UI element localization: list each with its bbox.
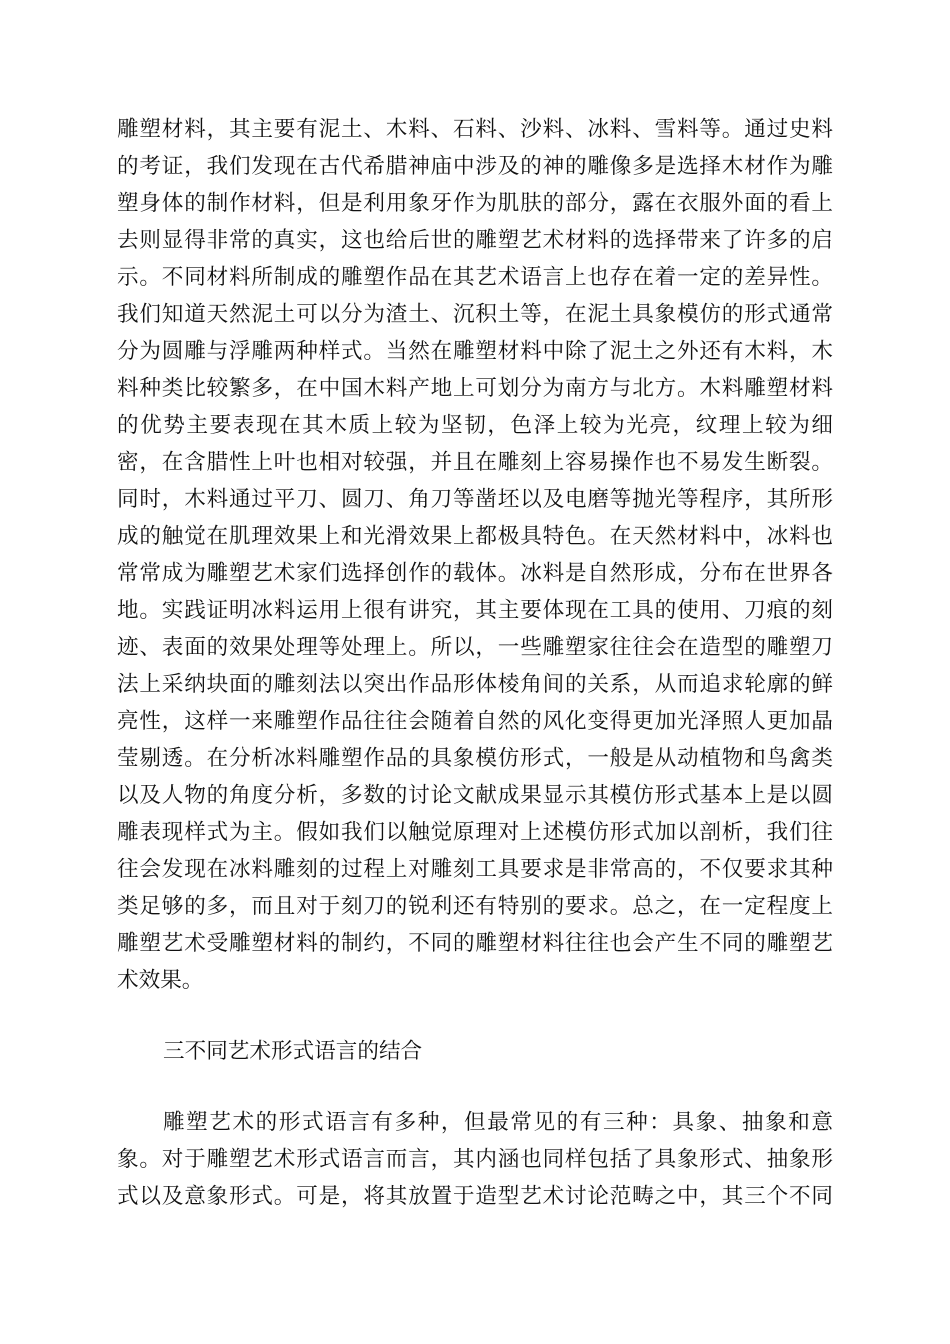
text-line: 式以及意象形式。可是，将其放置于造型艺术讨论范畴之中，其三个不同 [117, 1184, 833, 1209]
text-line: 象。对于雕塑艺术形式语言而言，其内涵也同样包括了具象形式、抽象形 [117, 1147, 833, 1172]
text-line: 示。不同材料所制成的雕塑作品在其艺术语言上也存在着一定的差异性。 [117, 265, 833, 290]
text-line: 迹、表面的效果处理等处理上。所以，一些雕塑家往往会在造型的雕塑刀 [117, 635, 833, 660]
text-line: 雕表现样式为主。假如我们以触觉原理对上述模仿形式加以剖析，我们往 [117, 820, 833, 845]
text-line: 术效果。 [117, 968, 204, 993]
text-line: 密，在含腊性上叶也相对较强，并且在雕刻上容易操作也不易发生断裂。 [117, 450, 833, 475]
text-line: 常常成为雕塑艺术家们选择创作的载体。冰料是自然形成，分布在世界各 [117, 561, 833, 586]
text-line: 以及人物的角度分析，多数的讨论文献成果显示其模仿形式基本上是以圆 [117, 783, 833, 808]
section-heading: 三不同艺术形式语言的结合 [163, 1039, 423, 1064]
text-line: 料种类比较繁多，在中国木料产地上可划分为南方与北方。木料雕塑材料 [117, 376, 833, 401]
text-line: 往会发现在冰料雕刻的过程上对雕刻工具要求是非常高的，不仅要求其种 [117, 857, 833, 882]
text-line: 雕塑艺术的形式语言有多种，但最常见的有三种：具象、抽象和意 [163, 1110, 833, 1135]
text-line: 同时，木料通过平刀、圆刀、角刀等凿坯以及电磨等抛光等程序，其所形 [117, 487, 833, 512]
text-line: 的考证，我们发现在古代希腊神庙中涉及的神的雕像多是选择木材作为雕 [117, 154, 833, 179]
text-line: 我们知道天然泥土可以分为渣土、沉积土等，在泥土具象模仿的形式通常 [117, 302, 833, 327]
text-line: 的优势主要表现在其木质上较为坚韧，色泽上较为光亮，纹理上较为细 [117, 413, 833, 438]
text-line: 地。实践证明冰料运用上很有讲究，其主要体现在工具的使用、刀痕的刻 [117, 598, 833, 623]
text-line: 雕塑艺术受雕塑材料的制约，不同的雕塑材料往往也会产生不同的雕塑艺 [117, 931, 833, 956]
text-line: 类足够的多，而且对于刻刀的锐利还有特别的要求。总之，在一定程度上 [117, 894, 833, 919]
text-line: 法上采纳块面的雕刻法以突出作品形体棱角间的关系，从而追求轮廓的鲜 [117, 672, 833, 697]
text-line: 成的触觉在肌理效果上和光滑效果上都极具特色。在天然材料中，冰料也 [117, 524, 833, 549]
text-line: 分为圆雕与浮雕两种样式。当然在雕塑材料中除了泥土之外还有木料，木 [117, 339, 833, 364]
text-line: 塑身体的制作材料，但是利用象牙作为肌肤的部分，露在衣服外面的看上 [117, 191, 833, 216]
text-line: 莹剔透。在分析冰料雕塑作品的具象模仿形式，一般是从动植物和鸟禽类 [117, 746, 833, 771]
text-line: 雕塑材料，其主要有泥土、木料、石料、沙料、冰料、雪料等。通过史料 [117, 117, 833, 142]
text-line: 去则显得非常的真实，这也给后世的雕塑艺术材料的选择带来了许多的启 [117, 228, 833, 253]
text-line: 亮性，这样一来雕塑作品往往会随着自然的风化变得更加光泽照人更加晶 [117, 709, 833, 734]
